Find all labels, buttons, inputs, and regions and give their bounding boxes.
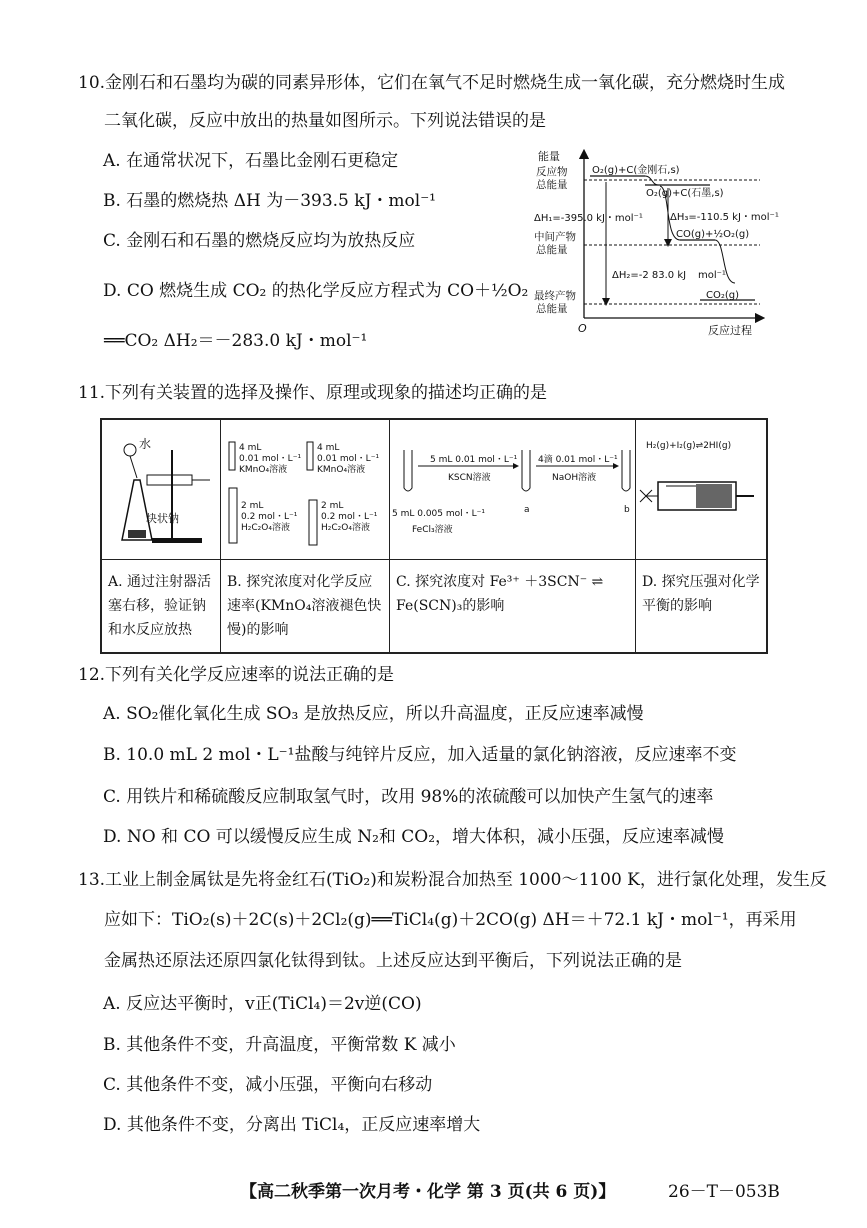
b-tube1-line1: 4 mL bbox=[239, 443, 262, 453]
intermediate-label: CO(g)+½O₂(g) bbox=[676, 229, 750, 240]
q13-stem-line1: 13.工业上制金属钛是先将金红石(TiO₂)和炭粉混合加热至 1000～1100 K，进行氯化处理，发生反 bbox=[78, 870, 827, 890]
q13-option-b: B. 其他条件不变，升高温度，平衡常数 K 减小 bbox=[103, 1035, 456, 1055]
energy-level-diagram bbox=[530, 148, 830, 348]
apparatus-d-figure bbox=[636, 420, 766, 560]
final-level-label-a: 最终产物 bbox=[534, 290, 576, 302]
x-axis-label: 反应过程 bbox=[708, 324, 752, 337]
c-start-line1: 5 mL 0.005 mol・L⁻¹ bbox=[392, 509, 486, 519]
label-sodium: 块状钠 bbox=[146, 512, 179, 525]
caption-d: D. 探究压强对化学平衡的影响 bbox=[642, 574, 760, 614]
c-start-line2: FeCl₃溶液 bbox=[412, 525, 453, 535]
b-tube2-line1: 4 mL bbox=[317, 443, 340, 453]
apparatus-table bbox=[100, 418, 768, 654]
dh3-label: ΔH₃=-110.5 kJ・mol⁻¹ bbox=[670, 212, 779, 223]
q12-option-d: D. NO 和 CO 可以缓慢反应生成 N₂和 CO₂，增大体积，减小压强，反应速率减慢 bbox=[103, 827, 725, 847]
b-tube2-line3: KMnO₄溶液 bbox=[317, 465, 366, 475]
q13-option-d: D. 其他条件不变，分离出 TiCl₄，正反应速率增大 bbox=[103, 1115, 481, 1135]
intermediate-level-label-a: 中间产物 bbox=[534, 231, 576, 243]
c-tube-b-label: b bbox=[624, 505, 630, 515]
q12-option-c: C. 用铁片和稀硫酸反应制取氢气时，改用 98%的浓硫酸可以加快产生氢气的速率 bbox=[103, 787, 714, 807]
b-tube4-line3: H₂C₂O₄溶液 bbox=[321, 523, 370, 533]
c-arrow1-bottom: KSCN溶液 bbox=[448, 473, 491, 483]
b-tube3-line1: 2 mL bbox=[241, 501, 264, 511]
dh1-label: ΔH₁=-395.0 kJ・mol⁻¹ bbox=[534, 213, 643, 224]
q10-stem-line2: 二氧化碳，反应中放出的热量如图所示。下列说法错误的是 bbox=[104, 111, 546, 131]
intermediate-level-label-b: 总能量 bbox=[536, 244, 568, 256]
b-tube3-line2: 0.2 mol・L⁻¹ bbox=[241, 512, 298, 522]
d-equation: H₂(g)+I₂(g)⇌2HI(g) bbox=[646, 441, 732, 451]
product-label: CO₂(g) bbox=[706, 290, 740, 301]
caption-b: B. 探究浓度对化学反应速率(KMnO₄溶液褪色快慢)的影响 bbox=[227, 574, 382, 638]
caption-a: A. 通过注射器活塞右移，验证钠和水反应放热 bbox=[108, 574, 212, 638]
q12-stem: 12.下列有关化学反应速率的说法正确的是 bbox=[78, 665, 395, 685]
footer-code: 26－T－053B bbox=[668, 1182, 780, 1202]
reactant-level-label-a: 反应物 bbox=[536, 166, 568, 178]
c-arrow2-bottom: NaOH溶液 bbox=[552, 473, 597, 483]
origin-label: O bbox=[578, 322, 587, 335]
final-level-label-b: 总能量 bbox=[536, 303, 568, 315]
q12-option-b: B. 10.0 mL 2 mol・L⁻¹盐酸与纯锌片反应，加入适量的氯化钠溶液，反应速率不变 bbox=[103, 745, 737, 765]
q13-option-a: A. 反应达平衡时，v正(TiCl₄)＝2v逆(CO) bbox=[103, 994, 422, 1014]
c-arrow2-top: 4滴 0.01 mol・L⁻¹ bbox=[538, 455, 618, 465]
b-tube3-line3: H₂C₂O₄溶液 bbox=[241, 523, 290, 533]
q12-option-a: A. SO₂催化氧化生成 SO₃ 是放热反应，所以升高温度，正反应速率减慢 bbox=[103, 704, 644, 724]
q10-stem-line1: 10.金刚石和石墨均为碳的同素异形体，它们在氧气不足时燃烧生成一氧化碳，充分燃烧时生成 bbox=[78, 73, 786, 93]
cell-d bbox=[636, 420, 766, 652]
q13-option-c: C. 其他条件不变，减小压强，平衡向右移动 bbox=[103, 1075, 433, 1095]
q13-stem-line3: 金属热还原法还原四氯化钛得到钛。上述反应达到平衡后，下列说法正确的是 bbox=[104, 951, 682, 971]
y-axis-label: 能量 bbox=[538, 150, 560, 163]
label-water: 水 bbox=[139, 437, 152, 451]
cell-c bbox=[390, 420, 636, 652]
reactant-diamond-label: O₂(g)+C(金刚石,s) bbox=[592, 165, 680, 176]
q10-option-a: A. 在通常状况下，石墨比金刚石更稳定 bbox=[103, 151, 399, 171]
b-tube4-line2: 0.2 mol・L⁻¹ bbox=[321, 512, 378, 522]
q10-option-d-cont: ══CO₂ ΔH₂＝－283.0 kJ・mol⁻¹ bbox=[104, 331, 368, 351]
q10-option-c: C. 金刚石和石墨的燃烧反应均为放热反应 bbox=[103, 231, 416, 251]
q13-stem-line2: 应如下：TiO₂(s)＋2C(s)＋2Cl₂(g)══TiCl₄(g)＋2CO(g) ΔH＝＋72.1 kJ・mol⁻¹，再采用 bbox=[104, 910, 797, 930]
c-arrow1-top: 5 mL 0.01 mol・L⁻¹ bbox=[430, 455, 518, 465]
b-tube4-line1: 2 mL bbox=[321, 501, 344, 511]
cell-b bbox=[221, 420, 390, 652]
page-footer bbox=[0, 1177, 867, 1203]
b-tube1-line2: 0.01 mol・L⁻¹ bbox=[239, 454, 302, 464]
reactant-level-label-b: 总能量 bbox=[536, 179, 568, 191]
apparatus-c-figure bbox=[390, 420, 636, 560]
dh2-label: ΔH₂=-2 83.0 kJ bbox=[612, 270, 687, 281]
apparatus-b-figure bbox=[221, 420, 390, 560]
b-tube2-line2: 0.01 mol・L⁻¹ bbox=[317, 454, 380, 464]
q11-stem: 11.下列有关装置的选择及操作、原理或现象的描述均正确的是 bbox=[78, 383, 548, 403]
footer-title: 【高二秋季第一次月考・化学 第 3 页(共 6 页)】 bbox=[240, 1182, 616, 1202]
c-tube-a-label: a bbox=[524, 505, 530, 515]
caption-c: C. 探究浓度对 Fe³⁺ ＋3SCN⁻ ⇌ Fe(SCN)₃的影响 bbox=[396, 574, 604, 614]
q10-option-d: D. CO 燃烧生成 CO₂ 的热化学反应方程式为 CO＋½O₂ bbox=[103, 281, 529, 301]
reactant-graphite-label: O₂(g)+C(石墨,s) bbox=[646, 188, 724, 199]
apparatus-a-figure bbox=[102, 420, 221, 560]
q10-option-b: B. 石墨的燃烧热 ΔH 为－393.5 kJ・mol⁻¹ bbox=[103, 191, 436, 211]
cell-a bbox=[102, 420, 221, 652]
b-tube1-line3: KMnO₄溶液 bbox=[239, 465, 288, 475]
dh2-unit: mol⁻¹ bbox=[698, 270, 726, 281]
